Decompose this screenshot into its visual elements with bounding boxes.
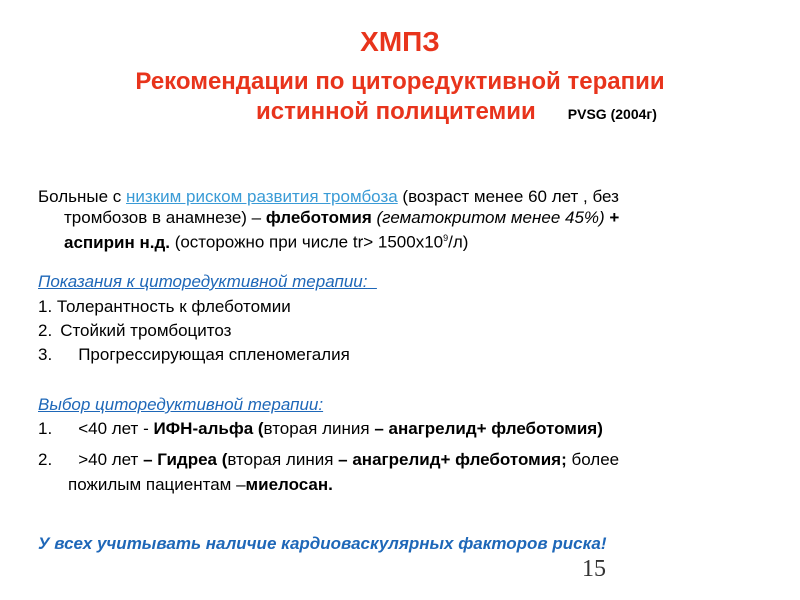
source-label: PVSG (2004г) bbox=[567, 106, 657, 122]
page-number: 15 bbox=[582, 556, 606, 582]
indication-item-2: 2. Стойкий тромбоцитоз bbox=[38, 321, 232, 340]
aspirin-text: аспирин н.д. bbox=[64, 232, 170, 252]
low-risk-link[interactable]: низким риском развития тромбоза bbox=[126, 187, 398, 206]
indication-item-3: 3. Прогрессирующая спленомегалия bbox=[38, 345, 350, 364]
choice-item-2: 2. >40 лет – Гидреа (вторая линия – анагрелид+ флеботомия; более bbox=[38, 450, 620, 469]
sup-text: 9 bbox=[443, 233, 449, 243]
phlebotomy-text: флеботомия bbox=[265, 208, 372, 227]
unit-text: /л) bbox=[448, 232, 469, 252]
intro-paragraph bbox=[38, 186, 738, 253]
choice-heading: Выбор циторедуктивной терапии: bbox=[38, 395, 324, 414]
slide-subtitle-line2 bbox=[256, 98, 657, 126]
intro-part2: тромбозов в анамнезе) – bbox=[64, 208, 266, 227]
caution-text: (осторожно при числе tr> 1500х10 bbox=[169, 232, 444, 252]
subtitle-text: истинной полицитемии bbox=[256, 98, 536, 125]
plus-text: + bbox=[604, 208, 620, 227]
footer-note: У всех учитывать наличие кардиоваскулярных факторов риска! bbox=[38, 534, 607, 553]
slide-title: ХМПЗ bbox=[360, 26, 440, 57]
choice-item-2-continued: пожилым пациентам –миелосан. bbox=[68, 475, 333, 494]
indication-item-1: 1. Толерантность к флеботомии bbox=[38, 297, 291, 316]
intro-part1: (возраст менее 60 лет , без bbox=[397, 187, 619, 206]
hematocrit-text: (гематокритом менее 45%) bbox=[371, 208, 605, 227]
choice-item-1: 1. <40 лет - ИФН-альфа (вторая линия – анагрелид+ флеботомия) bbox=[38, 419, 603, 438]
slide-subtitle-line1: Рекомендации по циторедуктивной терапии bbox=[135, 68, 665, 95]
indications-heading: Показания к циторедуктивной терапии: bbox=[38, 272, 368, 291]
intro-prefix: Больные с bbox=[38, 187, 127, 206]
